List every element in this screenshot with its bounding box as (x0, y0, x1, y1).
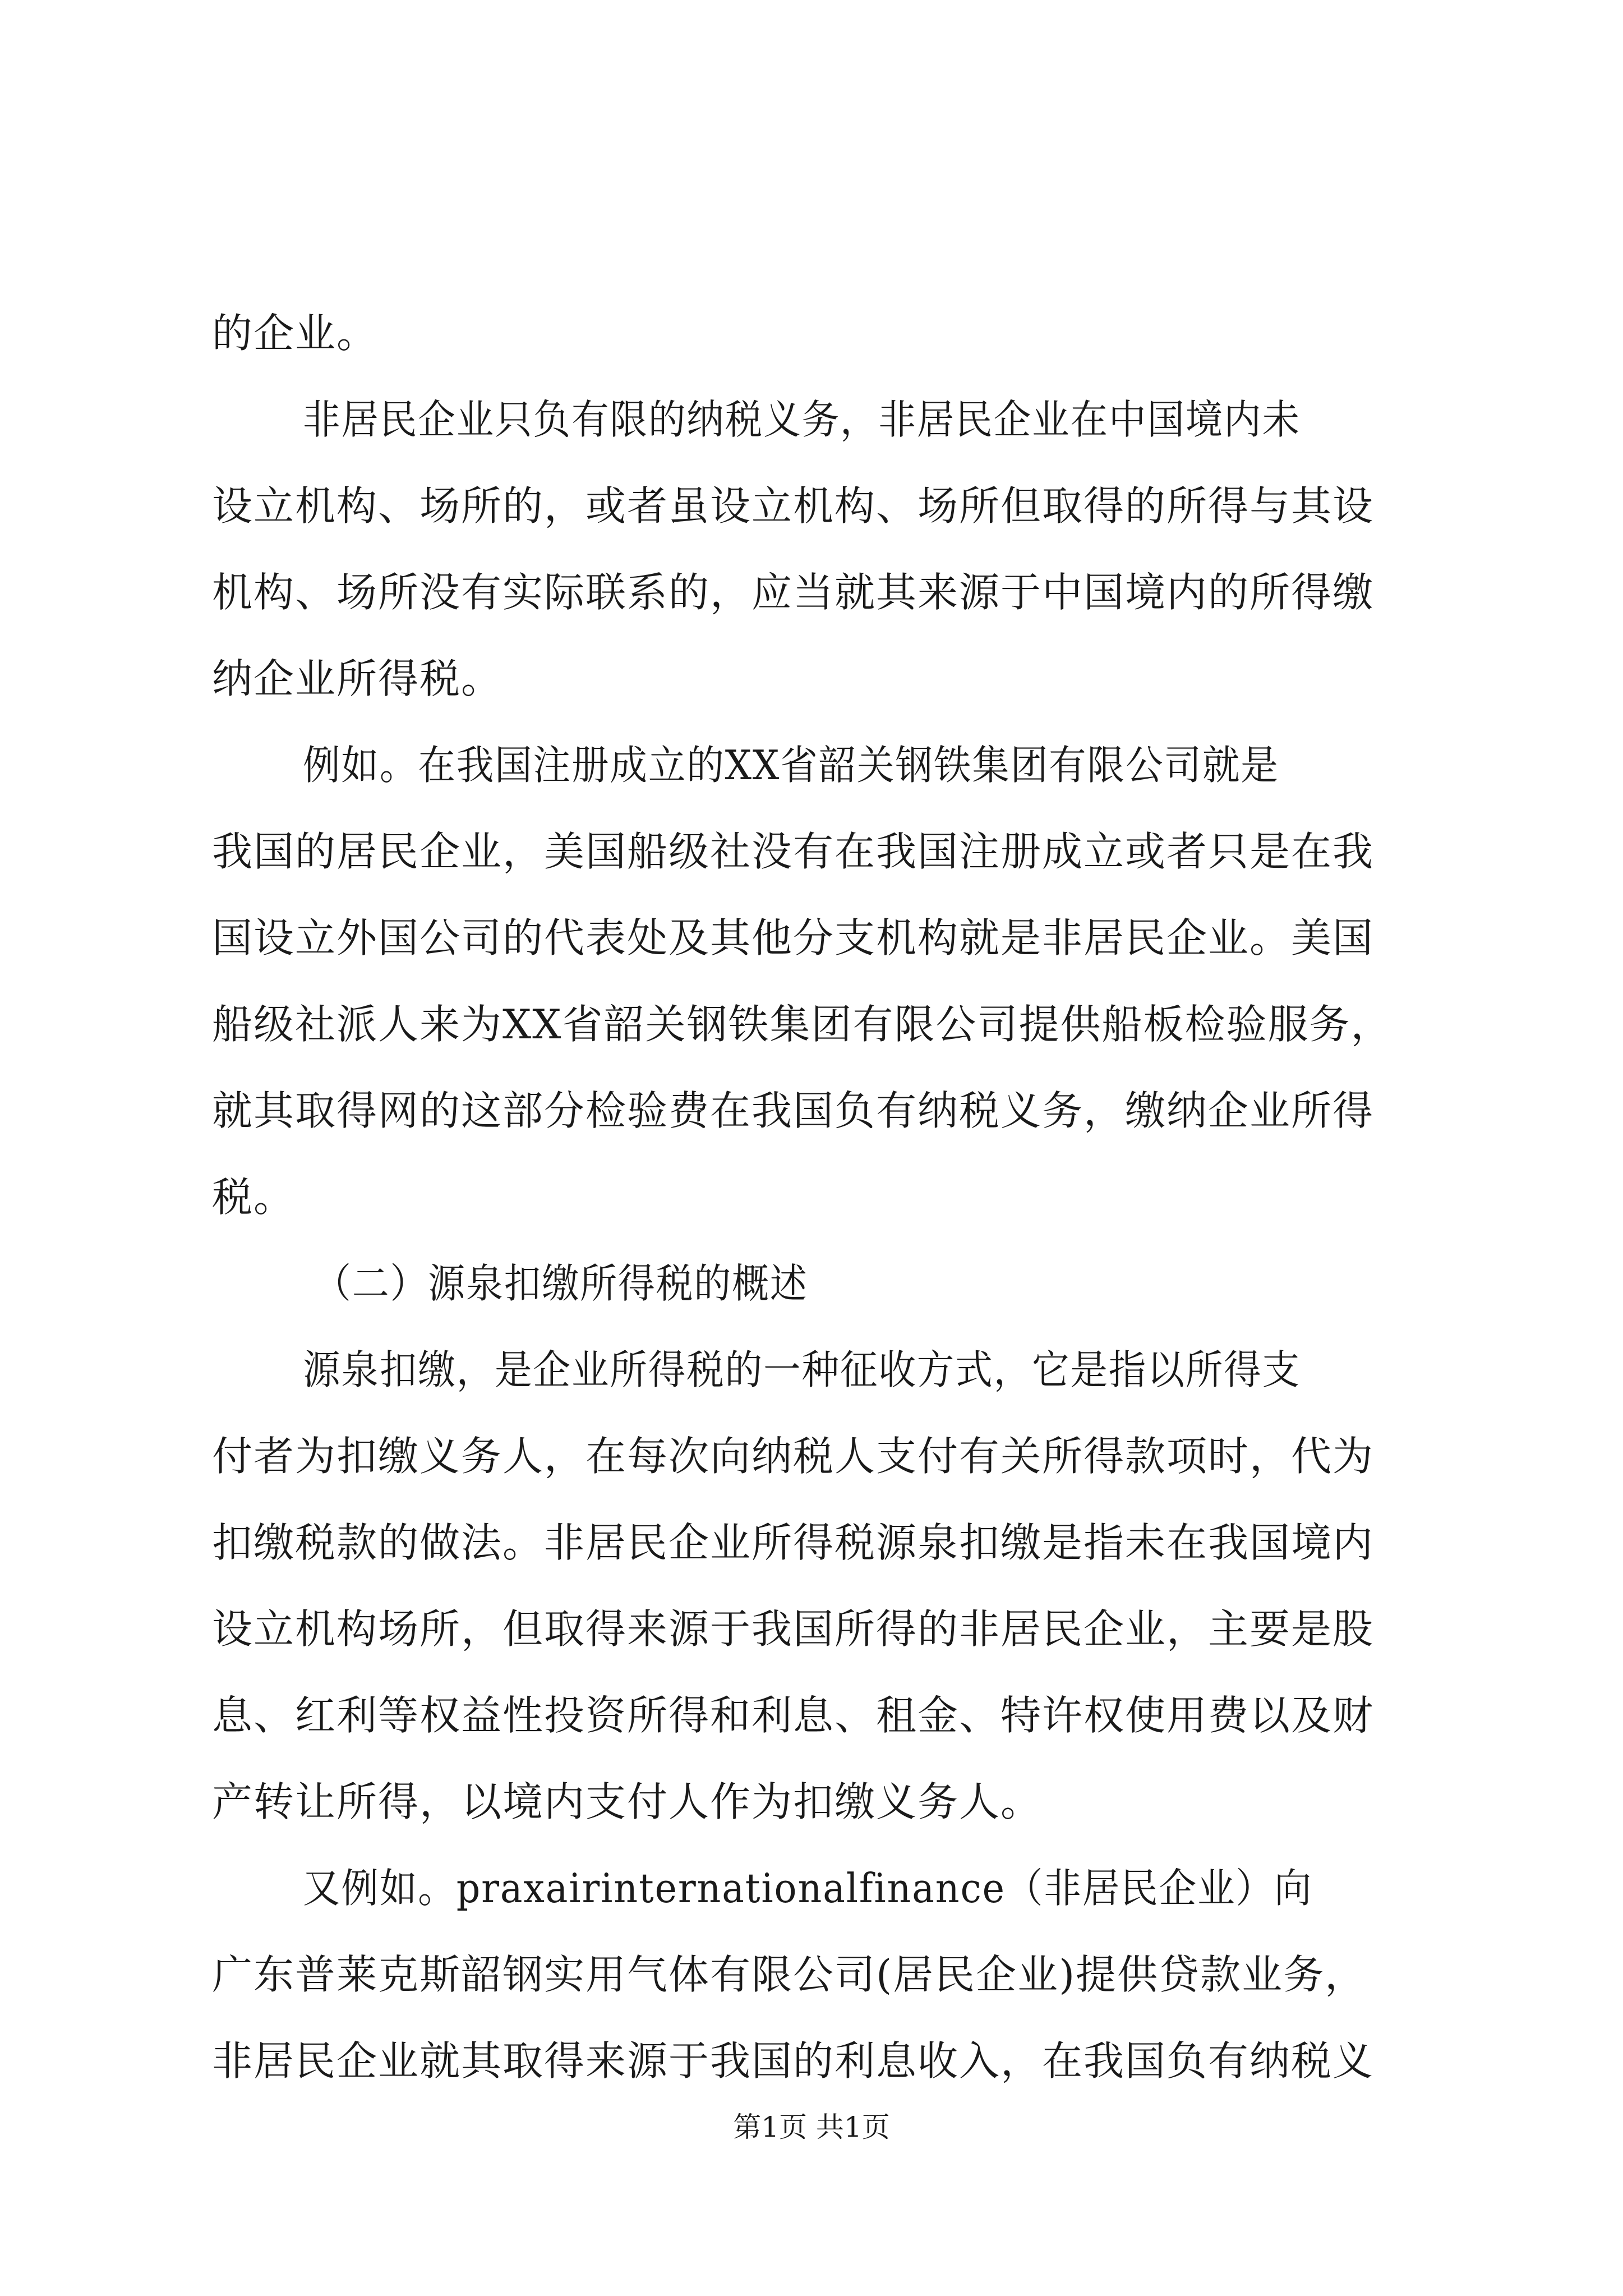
text-line: 付者为扣缴义务人，在每次向纳税人支付有关所得款项时，代为 (212, 1433, 1375, 1480)
text-line: 息、红利等权益性投资所得和利息、租金、特许权使用费以及财 (212, 1692, 1375, 1739)
paragraph-start-line: 非居民企业只负有限的纳税义务，非居民企业在中国境内未 (303, 396, 1301, 443)
paragraph-start-line: 源泉扣缴，是企业所得税的一种征收方式，它是指以所得支 (303, 1346, 1301, 1393)
text-line: 设立机构场所，但取得来源于我国所得的非居民企业，主要是股 (212, 1605, 1375, 1653)
text-line: 广东普莱克斯韶钢实用气体有限公司(居民企业)提供贷款业务， (212, 1951, 1367, 1998)
text-line: 产转让所得，以境内支付人作为扣缴义务人。 (212, 1778, 1043, 1825)
paragraph-start-line: 又例如。praxairinternationalfinance（非居民企业）向 (303, 1865, 1313, 1912)
text-line: 扣缴税款的做法。非居民企业所得税源泉扣缴是指未在我国境内 (212, 1519, 1375, 1566)
text-line: 非居民企业就其取得来源于我国的利息收入，在我国负有纳税义 (212, 2037, 1375, 2085)
paragraph-start-line: 例如。在我国注册成立的XX省韶关钢铁集团有限公司就是 (303, 742, 1279, 789)
text-line: 机构、场所没有实际联系的，应当就其来源于中国境内的所得缴 (212, 569, 1375, 616)
text-line: 船级社派人来为XX省韶关钢铁集团有限公司提供船板检验服务， (212, 1001, 1393, 1048)
page-number-footer: 第1页 共1页 (733, 2111, 890, 2143)
text-line: 国设立外国公司的代表处及其他分支机构就是非居民企业。美国 (212, 914, 1375, 961)
text-line: 税。 (212, 1174, 296, 1221)
text-line: 设立机构、场所的，或者虽设立机构、场所但取得的所得与其设 (212, 482, 1375, 530)
text-line: 的企业。 (212, 310, 379, 357)
text-line: 就其取得网的这部分检验费在我国负有纳税义务，缴纳企业所得 (212, 1087, 1375, 1134)
section-heading: （二）源泉扣缴所得税的概述 (314, 1260, 808, 1307)
text-line: 我国的居民企业，美国船级社没有在我国注册成立或者只是在我 (212, 828, 1375, 875)
text-line: 纳企业所得税。 (212, 655, 503, 702)
